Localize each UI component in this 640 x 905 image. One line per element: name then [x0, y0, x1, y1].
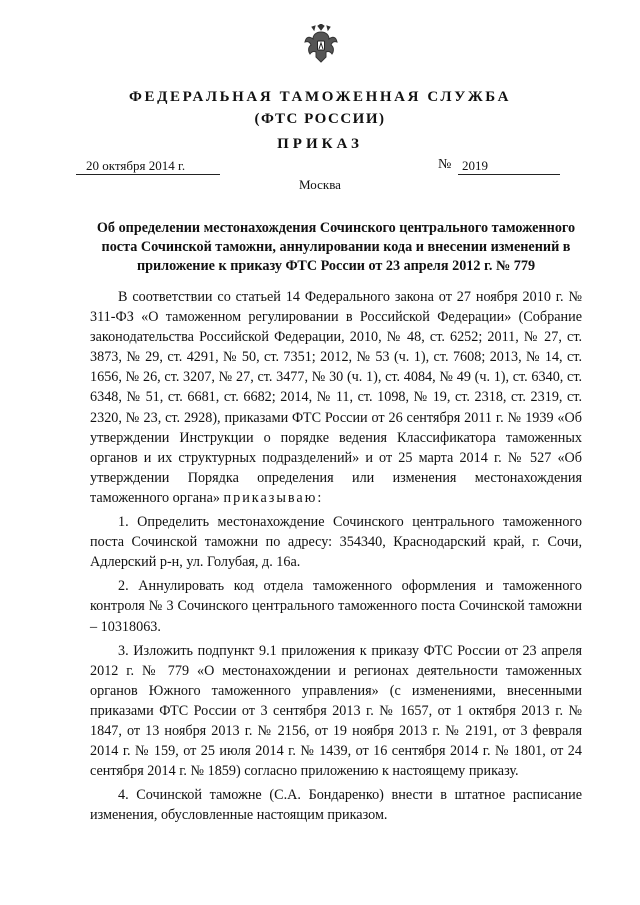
agency-short-name: (ФТС РОССИИ) [254, 111, 386, 127]
item-3: 3. Изложить подпункт 9.1 приложения к приказу ФТС России от 23 апреля 2012 г. № 779 «О местонахождении и регионах деятельности таможенных органов Южного таможенного управления» (с изменениями, внесенными приказами ФТС России от 3 сентября 2013 г. № 1657, от 1 октября 2013 г. № 1847, от 13 ноября 2013 г. № 2156, от 19 ноября 2013 г. № 2191, от 3 февраля 2014 г. № 159, от 25 июля 2014 г. № 1439, от 16 сентября 2014 г. № 1801, от 24 сентября 2014 г. № 1859) согласно приложению к настоящему приказу. [90, 642, 582, 780]
city: Москва [299, 177, 341, 192]
double-headed-eagle-emblem-icon [304, 24, 338, 64]
order-number-text: 2019 [462, 158, 488, 173]
order-date-text: 20 октября 2014 г. [86, 158, 186, 173]
item-4: 4. Сочинской таможне (С.А. Бондаренко) внести в штатное расписание изменения, обусловленные настоящим приказом. [90, 787, 582, 824]
order-number [458, 159, 560, 175]
item-2: 2. Аннулировать код отдела таможенного оформления и таможенного контроля № 3 Сочинского центрального таможенного поста Сочинской таможни – 10318063. [90, 578, 582, 635]
preamble-text: В соответствии со статьей 14 Федерального закона от 27 ноября 2010 г. № 311-ФЗ «О таможенном регулировании в Российской Федерации» (Собрание законодательства Российской Федерации, 2010, № 48, ст. 6252; 2011, № 27, ст. 3873, № 29, ст. 4291, № 50, ст. 7351; 2012, № 53 (ч. 1), ст. 7608; 2013, № 14, ст. 1656, № 26, ст. 3207, № 27, ст. 3477, № 30 (ч. 1), ст. 4084, № 49 (ч. 1), ст. 6340, ст. 6348, № 51, ст. 6681, ст. 6682; 2014, № 11, ст. 1098, № 19, ст. 2318, ст. 2319, ст. 2320, № 23, ст. 2928), приказами ФТС России от 26 сентября 2011 г. № 1939 «Об утверждении Инструкции о порядке ведения Классификатора таможенных органов и их структурных подразделений» и от 25 марта 2014 г. № 527 «Об утверждении Порядка определения или изменения местонахождения таможенного органа» [90, 289, 582, 506]
item-1: 1. Определить местонахождение Сочинского центрального таможенного поста Сочинской таможни по адресу: 354340, Краснодарский край, г. Сочи, Адлерский р-н, ул. Голубая, д. 16а. [90, 514, 582, 571]
order-date [76, 159, 220, 175]
order-title: Об определении местонахождения Сочинского центрального таможенного поста Сочинской таможни, аннулировании кода и внесении изменений в приложение к приказу ФТС России от 23 апреля 2012 г. № 779 [96, 220, 576, 274]
number-sign: № [438, 157, 452, 172]
order-body [90, 287, 582, 829]
agency-name: ФЕДЕРАЛЬНАЯ ТАМОЖЕННАЯ СЛУЖБА [128, 89, 512, 105]
document-type: ПРИКАЗ [277, 136, 363, 152]
order-word: приказываю: [223, 489, 324, 506]
preamble-paragraph [90, 287, 582, 508]
